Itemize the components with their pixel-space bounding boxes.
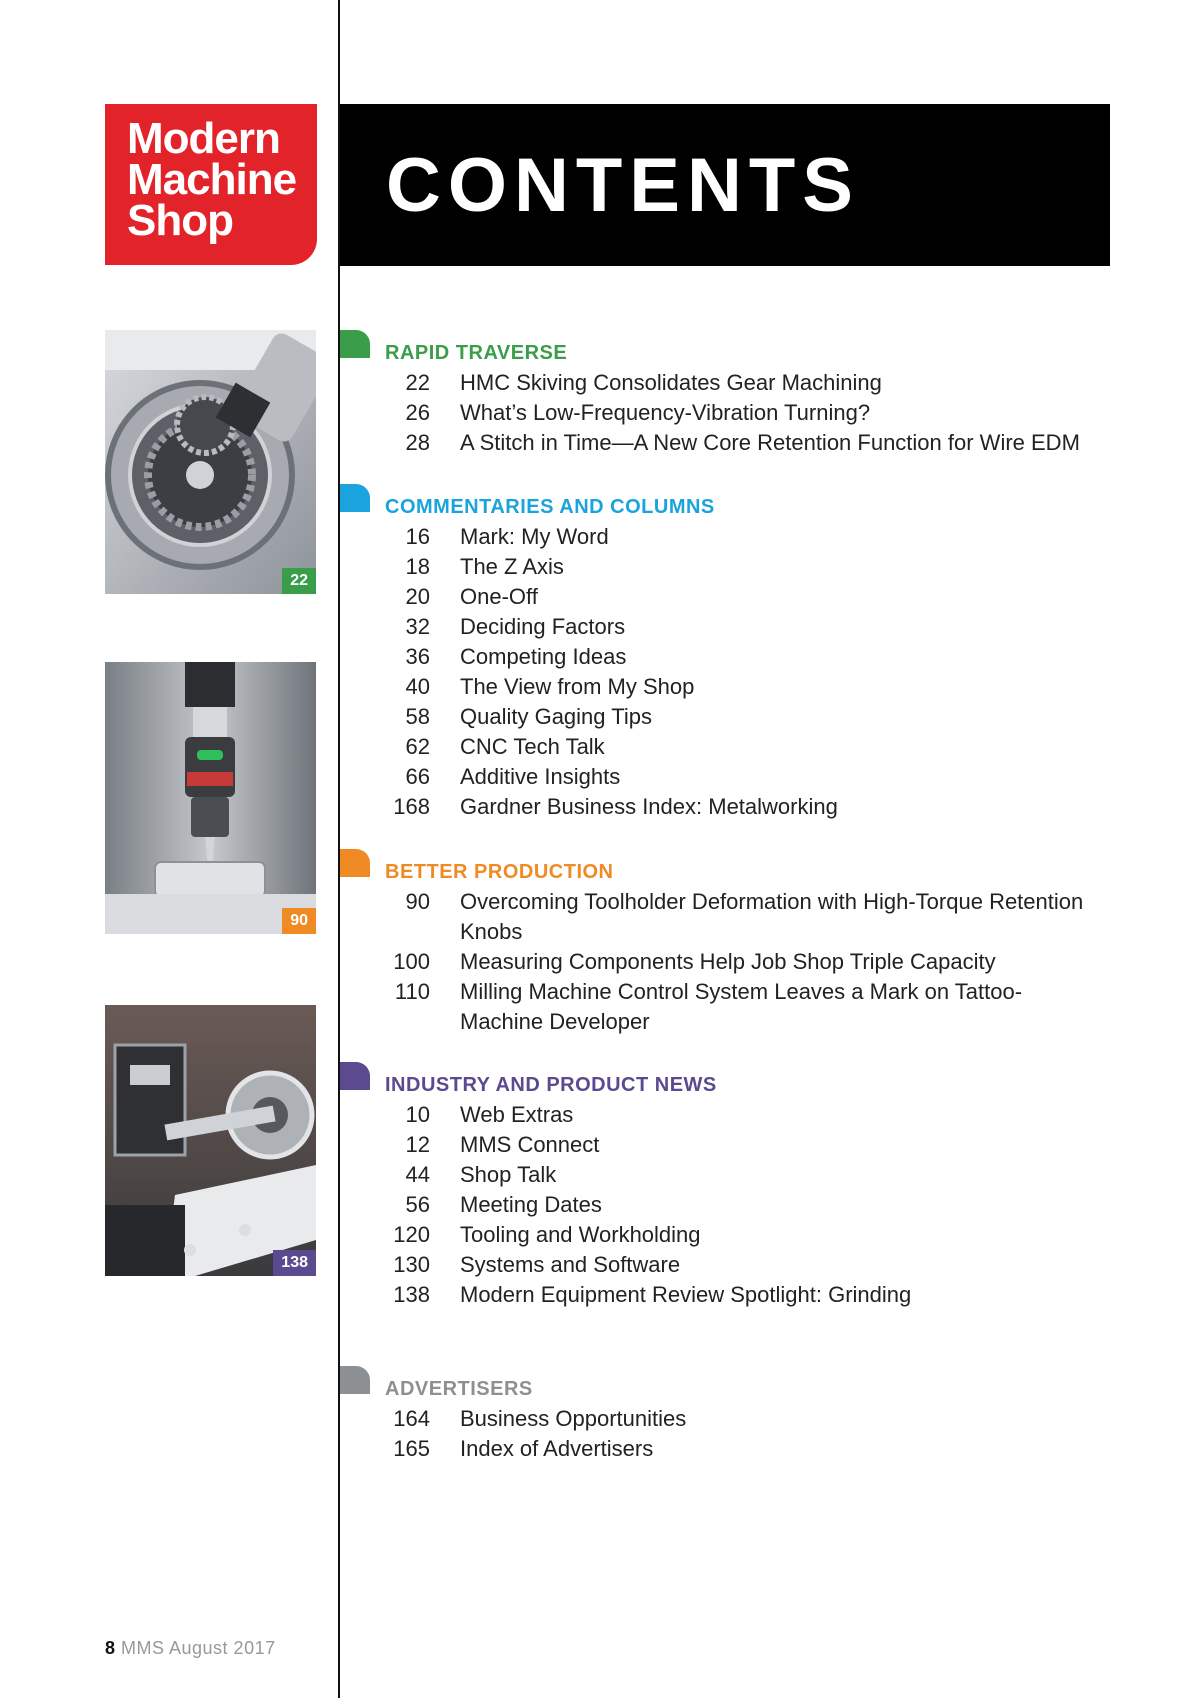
page-footer: [105, 1637, 276, 1659]
toc-entry[interactable]: [340, 522, 1120, 552]
entry-title: What’s Low-Frequency-Vibration Turning?: [460, 400, 871, 425]
mms-logo: [105, 104, 317, 265]
toc-entry[interactable]: [340, 732, 1120, 762]
entry-page-number: 110: [394, 979, 430, 1004]
toc-entry[interactable]: [340, 977, 1120, 1037]
toolholder-spindle-photo-icon: [105, 662, 316, 934]
section-entries: [340, 1100, 1120, 1310]
entry-title: Gardner Business Index: Metalworking: [460, 794, 838, 819]
toc-entry[interactable]: [340, 1250, 1120, 1280]
toc-entry[interactable]: [340, 762, 1120, 792]
entry-title: Index of Advertisers: [460, 1436, 654, 1461]
grinding-machine-photo-icon: [105, 1005, 316, 1276]
toc-entry[interactable]: [340, 1434, 1120, 1464]
toc-entry[interactable]: [340, 398, 1120, 428]
entry-page-number: 130: [393, 1252, 430, 1277]
toc-entry[interactable]: [340, 1100, 1120, 1130]
entry-title: The Z Axis: [460, 554, 564, 579]
entry-title: Tooling and Workholding: [460, 1222, 701, 1247]
toc-entry[interactable]: [340, 1220, 1120, 1250]
section-tab-marker: [340, 1366, 370, 1394]
page-title: CONTENTS: [386, 143, 860, 228]
section-title: COMMENTARIES AND COLUMNS: [385, 496, 715, 518]
gear-machining-photo-icon: [105, 330, 316, 594]
entry-title: Competing Ideas: [460, 644, 627, 669]
section-tab-marker: [340, 1062, 370, 1090]
entry-title: Overcoming Toolholder Deformation with High-Torque Retention Knobs: [460, 889, 1084, 944]
entry-page-number: 20: [405, 584, 430, 609]
entry-page-number: 66: [405, 764, 430, 789]
contents-banner: [340, 104, 1110, 266]
entry-title: A Stitch in Time—A New Core Retention Function for Wire EDM: [460, 430, 1080, 455]
entry-page-number: 36: [405, 644, 430, 669]
toc-entry[interactable]: [340, 1280, 1120, 1310]
section-entries: [340, 368, 1120, 458]
entry-title: HMC Skiving Consolidates Gear Machining: [460, 370, 882, 395]
toc-entry[interactable]: [340, 612, 1120, 642]
entry-page-number: 62: [405, 734, 430, 759]
photo-gear-skiving: [105, 330, 316, 594]
entry-page-number: 12: [405, 1132, 430, 1157]
entry-page-number: 58: [405, 704, 430, 729]
section-entries: [340, 522, 1120, 822]
entry-title: One-Off: [460, 584, 538, 609]
toc-entry[interactable]: [340, 702, 1120, 732]
section-title: BETTER PRODUCTION: [385, 861, 614, 883]
section-tab-marker: [340, 330, 370, 358]
entry-title: Deciding Factors: [460, 614, 626, 639]
entry-page-number: 32: [405, 614, 430, 639]
entry-title: Quality Gaging Tips: [460, 704, 652, 729]
entry-page-number: 26: [405, 400, 430, 425]
footer-page-number: 8: [105, 1638, 116, 1658]
entry-page-number: 44: [405, 1162, 430, 1187]
section-entries: [340, 1404, 1120, 1464]
entry-title: MMS Connect: [460, 1132, 600, 1157]
photo-toolholder: [105, 662, 316, 934]
entry-title: Measuring Components Help Job Shop Triple Capacity: [460, 949, 996, 974]
entry-title: Meeting Dates: [460, 1192, 602, 1217]
entry-page-number: 22: [405, 370, 430, 395]
section-title: ADVERTISERS: [385, 1378, 533, 1400]
entry-title: Shop Talk: [460, 1162, 557, 1187]
entry-page-number: 10: [405, 1102, 430, 1127]
section-tab-marker: [340, 484, 370, 512]
toc-entry[interactable]: [340, 887, 1120, 947]
footer-issue: MMS August 2017: [121, 1638, 276, 1658]
photo-badge: 90: [282, 908, 316, 934]
entry-page-number: 28: [405, 430, 430, 455]
toc-entry[interactable]: [340, 1404, 1120, 1434]
photo-badge: 22: [282, 568, 316, 594]
entry-page-number: 40: [405, 674, 430, 699]
entry-title: CNC Tech Talk: [460, 734, 605, 759]
section-title: INDUSTRY AND PRODUCT NEWS: [385, 1074, 717, 1096]
toc-entry[interactable]: [340, 428, 1120, 458]
entry-title: Systems and Software: [460, 1252, 681, 1277]
section-tab-marker: [340, 849, 370, 877]
section-title: RAPID TRAVERSE: [385, 342, 568, 364]
toc-entry[interactable]: [340, 1190, 1120, 1220]
logo-line-1: Modern: [127, 114, 280, 163]
photo-badge: 138: [273, 1250, 316, 1276]
toc-entry[interactable]: [340, 792, 1120, 822]
entry-title: Business Opportunities: [460, 1406, 687, 1431]
logo-line-2: Machine: [127, 155, 297, 204]
toc-entry[interactable]: [340, 1160, 1120, 1190]
entry-page-number: 18: [405, 554, 430, 579]
toc-entry[interactable]: [340, 1130, 1120, 1160]
entry-title: Mark: My Word: [460, 524, 609, 549]
entry-page-number: 56: [405, 1192, 430, 1217]
entry-page-number: 90: [405, 889, 430, 914]
entry-page-number: 138: [393, 1282, 430, 1307]
entry-title: Modern Equipment Review Spotlight: Grinding: [460, 1282, 912, 1307]
entry-page-number: 164: [393, 1406, 430, 1431]
toc-entry[interactable]: [340, 368, 1120, 398]
toc-entry[interactable]: [340, 552, 1120, 582]
entry-page-number: 168: [393, 794, 430, 819]
photo-grinding: [105, 1005, 316, 1276]
section-entries: [340, 887, 1120, 1037]
entry-page-number: 120: [393, 1222, 430, 1247]
toc-entry[interactable]: [340, 582, 1120, 612]
entry-page-number: 165: [393, 1436, 430, 1461]
entry-title: Web Extras: [460, 1102, 574, 1127]
toc-entry[interactable]: [340, 672, 1120, 702]
toc-entry[interactable]: [340, 947, 1120, 977]
toc-entry[interactable]: [340, 642, 1120, 672]
entry-page-number: 100: [393, 949, 430, 974]
entry-title: Additive Insights: [460, 764, 621, 789]
entry-title: Milling Machine Control System Leaves a Mark on Tattoo-Machine Developer: [460, 979, 1023, 1034]
entry-page-number: 16: [405, 524, 430, 549]
entry-title: The View from My Shop: [460, 674, 695, 699]
logo-line-3: Shop: [127, 196, 233, 245]
